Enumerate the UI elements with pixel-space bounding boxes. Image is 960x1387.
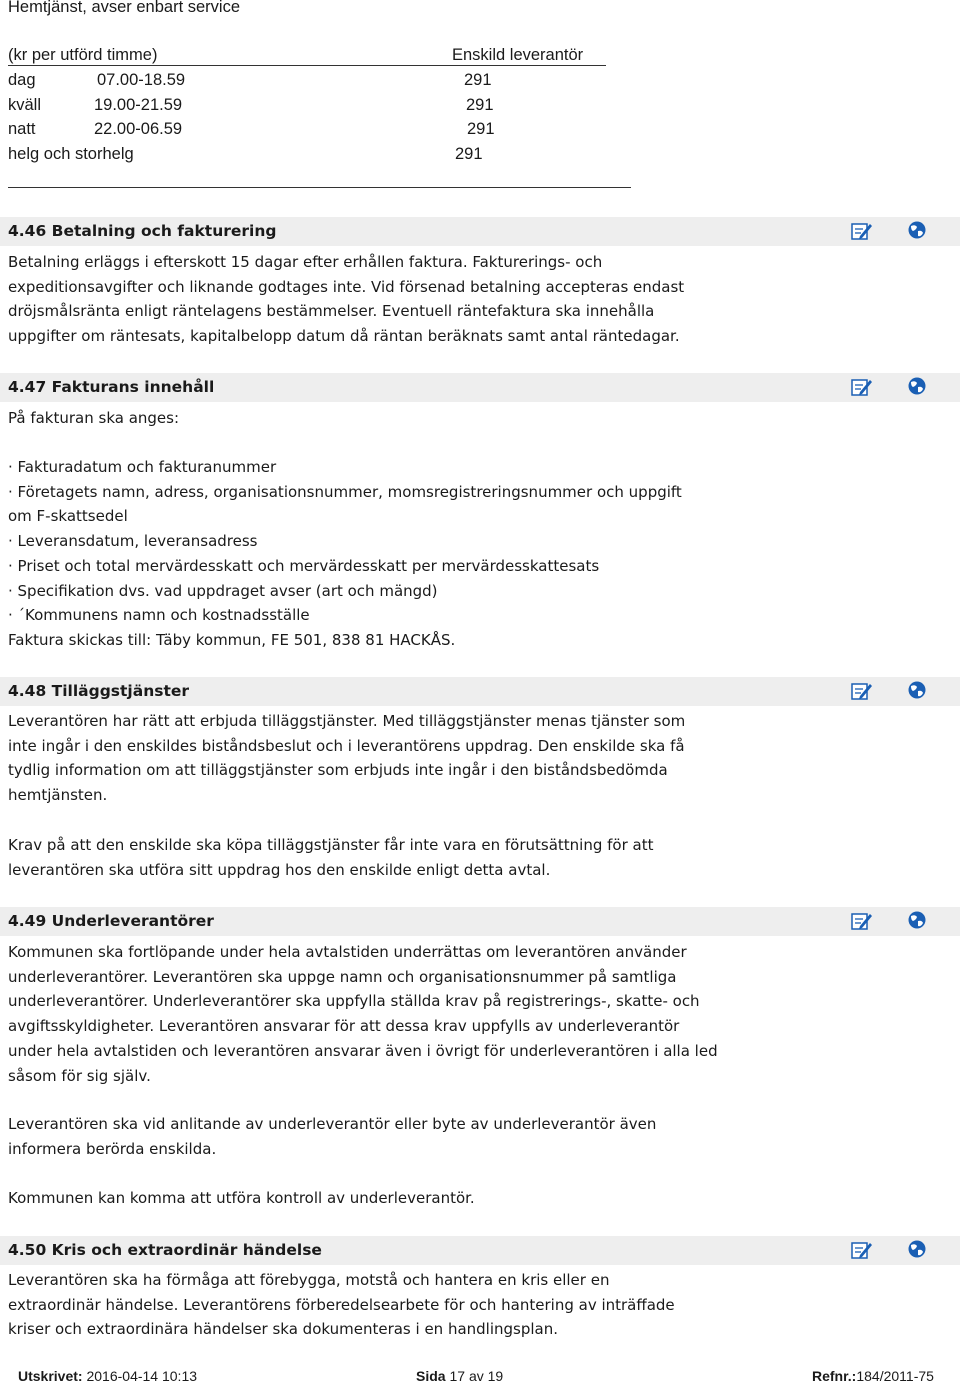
body-line: dröjsmålsränta enligt räntelagens bestämmelser. Eventuell räntefaktura ska innehålla	[8, 302, 655, 321]
edit-note-icon[interactable]	[851, 681, 873, 701]
section-heading: 4.47 Fakturans innehåll	[8, 378, 215, 396]
body-line: expeditionsavgifter och liknande godtages inte. Vid försenad betalning accepteras endast	[8, 277, 685, 296]
rate-row-label: dag	[8, 71, 36, 89]
edit-note-icon[interactable]	[851, 911, 873, 931]
body-line: hemtjänsten.	[8, 786, 108, 805]
footer-printed-label: Utskrivet:	[18, 1368, 83, 1384]
footer-ref	[812, 1368, 934, 1384]
section-body	[8, 1268, 675, 1342]
list-item: · Fakturadatum och fakturanummer	[8, 458, 277, 476]
body-line: under hela avtalstiden och leverantören ansvarar även i övrigt för underleverantören i alla led	[8, 1041, 718, 1060]
intro-line: På fakturan ska anges:	[8, 409, 180, 427]
body-line: Leverantören ska vid anlitande av underleverantör eller byte av underleverantör även	[8, 1115, 657, 1133]
section-body	[8, 833, 653, 882]
section-body	[8, 709, 685, 808]
footer-ref-label: Refnr.:	[812, 1368, 857, 1384]
edit-note-icon[interactable]	[851, 221, 873, 241]
footer-page	[416, 1368, 503, 1384]
rate-row-label: kväll	[8, 96, 42, 114]
body-line: avgiftsskyldigheter. Leverantören ansvarar för att dessa krav uppfylls av underleverantör	[8, 1017, 680, 1036]
footer-page-current: 17	[449, 1368, 466, 1384]
body-line: Faktura skickas till: Täby kommun, FE 501, 838 81 HACKÅS.	[8, 630, 456, 649]
body-line: underleverantörer. Leverantören ska uppge namn och organisationsnummer på samtliga	[8, 967, 677, 986]
section-header-4-49	[0, 907, 960, 936]
body-line: informera berörda enskilda.	[8, 1139, 217, 1158]
rate-table-header-right: Enskild leverantör	[452, 46, 584, 64]
body-line: Leverantören har rätt att erbjuda tilläggstjänster. Med tilläggstjänster menas tjänster som	[8, 712, 686, 730]
section-header-4-46	[0, 217, 960, 246]
section-header-4-48	[0, 677, 960, 706]
section-heading: 4.49 Underleverantörer	[8, 912, 214, 930]
body-line: Krav på att den enskilde ska köpa tilläggstjänster får inte vara en förutsättning för att	[8, 836, 654, 854]
body-line: uppgifter om räntesats, kapitalbelopp datum då räntan beräknats samt antal räntedagar.	[8, 327, 680, 346]
section-heading: 4.48 Tilläggstjänster	[8, 682, 190, 700]
section-header-4-50	[0, 1236, 960, 1265]
rate-row-value: 291	[464, 71, 492, 89]
section-body	[8, 455, 682, 653]
section-heading: 4.46 Betalning och fakturering	[8, 222, 277, 240]
body-line: extraordinär händelse. Leverantörens förberedelsearbete för och hantering av inträffade	[8, 1295, 675, 1314]
footer-printed-value: 2016-04-14 10:13	[86, 1368, 198, 1384]
table-end-line	[8, 187, 631, 188]
list-item: · Specifikation dvs. vad uppdraget avser (art och mängd)	[8, 581, 438, 600]
section-header-4-47	[0, 373, 960, 402]
list-item: · Priset och total mervärdesskatt och mervärdesskatt per mervärdesskattesats	[8, 556, 600, 575]
footer-ref-value: 184/2011-75	[856, 1368, 934, 1384]
section-body	[8, 1112, 656, 1161]
footer-page-total: 19	[487, 1368, 504, 1384]
globe-icon[interactable]	[906, 910, 928, 930]
body-line: Kommunen kan komma att utföra kontroll av underleverantör.	[8, 1189, 475, 1207]
body-line: leverantören ska utföra sitt uppdrag hos den enskilde enligt detta avtal.	[8, 860, 551, 879]
rate-row-value: 291	[455, 145, 483, 163]
body-line: Leverantören ska ha förmåga att förebygga, motstå och hantera en kris eller en	[8, 1271, 610, 1289]
body-line: Kommunen ska fortlöpande under hela avtalstiden underrättas om leverantören använder	[8, 943, 687, 961]
rate-row-value: 291	[467, 120, 495, 138]
list-item: · Företagets namn, adress, organisationsnummer, momsregistreringsnummer och uppgift	[8, 482, 682, 501]
page-title: Hemtjänst, avser enbart service	[8, 0, 241, 16]
globe-icon[interactable]	[906, 680, 928, 700]
rate-row-value: 291	[466, 96, 494, 114]
section-body	[8, 1186, 475, 1211]
body-line: kriser och extraordinära händelser ska dokumenteras i en handlingsplan.	[8, 1320, 559, 1339]
rate-row-time: 22.00-06.59	[94, 120, 183, 138]
section-intro	[8, 406, 179, 431]
edit-note-icon[interactable]	[851, 377, 873, 397]
globe-icon[interactable]	[906, 1239, 928, 1259]
body-line: inte ingår i den enskildes biståndsbeslut och i leverantörens uppdrag. Den enskilde ska få	[8, 736, 685, 755]
body-line: Betalning erläggs i efterskott 15 dagar efter erhållen faktura. Fakturerings- och	[8, 253, 603, 271]
list-item: · Leveransdatum, leveransadress	[8, 532, 258, 551]
body-line: tydlig information om att tilläggstjänster som erbjuds inte ingår i den biståndsbedömda	[8, 761, 668, 780]
footer-printed	[18, 1368, 197, 1384]
list-item: · ´Kommunens namn och kostnadsställe	[8, 606, 310, 625]
list-item: om F-skattsedel	[8, 507, 128, 526]
section-body	[8, 940, 718, 1088]
rate-table-header-left: (kr per utförd timme)	[8, 46, 158, 64]
footer-page-label: Sida	[416, 1368, 446, 1384]
globe-icon[interactable]	[906, 220, 928, 240]
body-line: såsom för sig själv.	[8, 1066, 151, 1085]
rate-row-label: natt	[8, 120, 36, 138]
section-body	[8, 250, 684, 349]
edit-note-icon[interactable]	[851, 1240, 873, 1260]
rate-row-time: 07.00-18.59	[97, 71, 186, 89]
header-underline	[8, 65, 606, 66]
body-line: underleverantörer. Underleverantörer ska uppfylla ställda krav på registrerings-, skatte- och	[8, 992, 700, 1011]
section-heading: 4.50 Kris och extraordinär händelse	[8, 1241, 322, 1259]
rate-row-label: helg och storhelg	[8, 145, 134, 163]
footer-page-of: av	[468, 1368, 484, 1384]
globe-icon[interactable]	[906, 376, 928, 396]
rate-row-time: 19.00-21.59	[94, 96, 183, 114]
